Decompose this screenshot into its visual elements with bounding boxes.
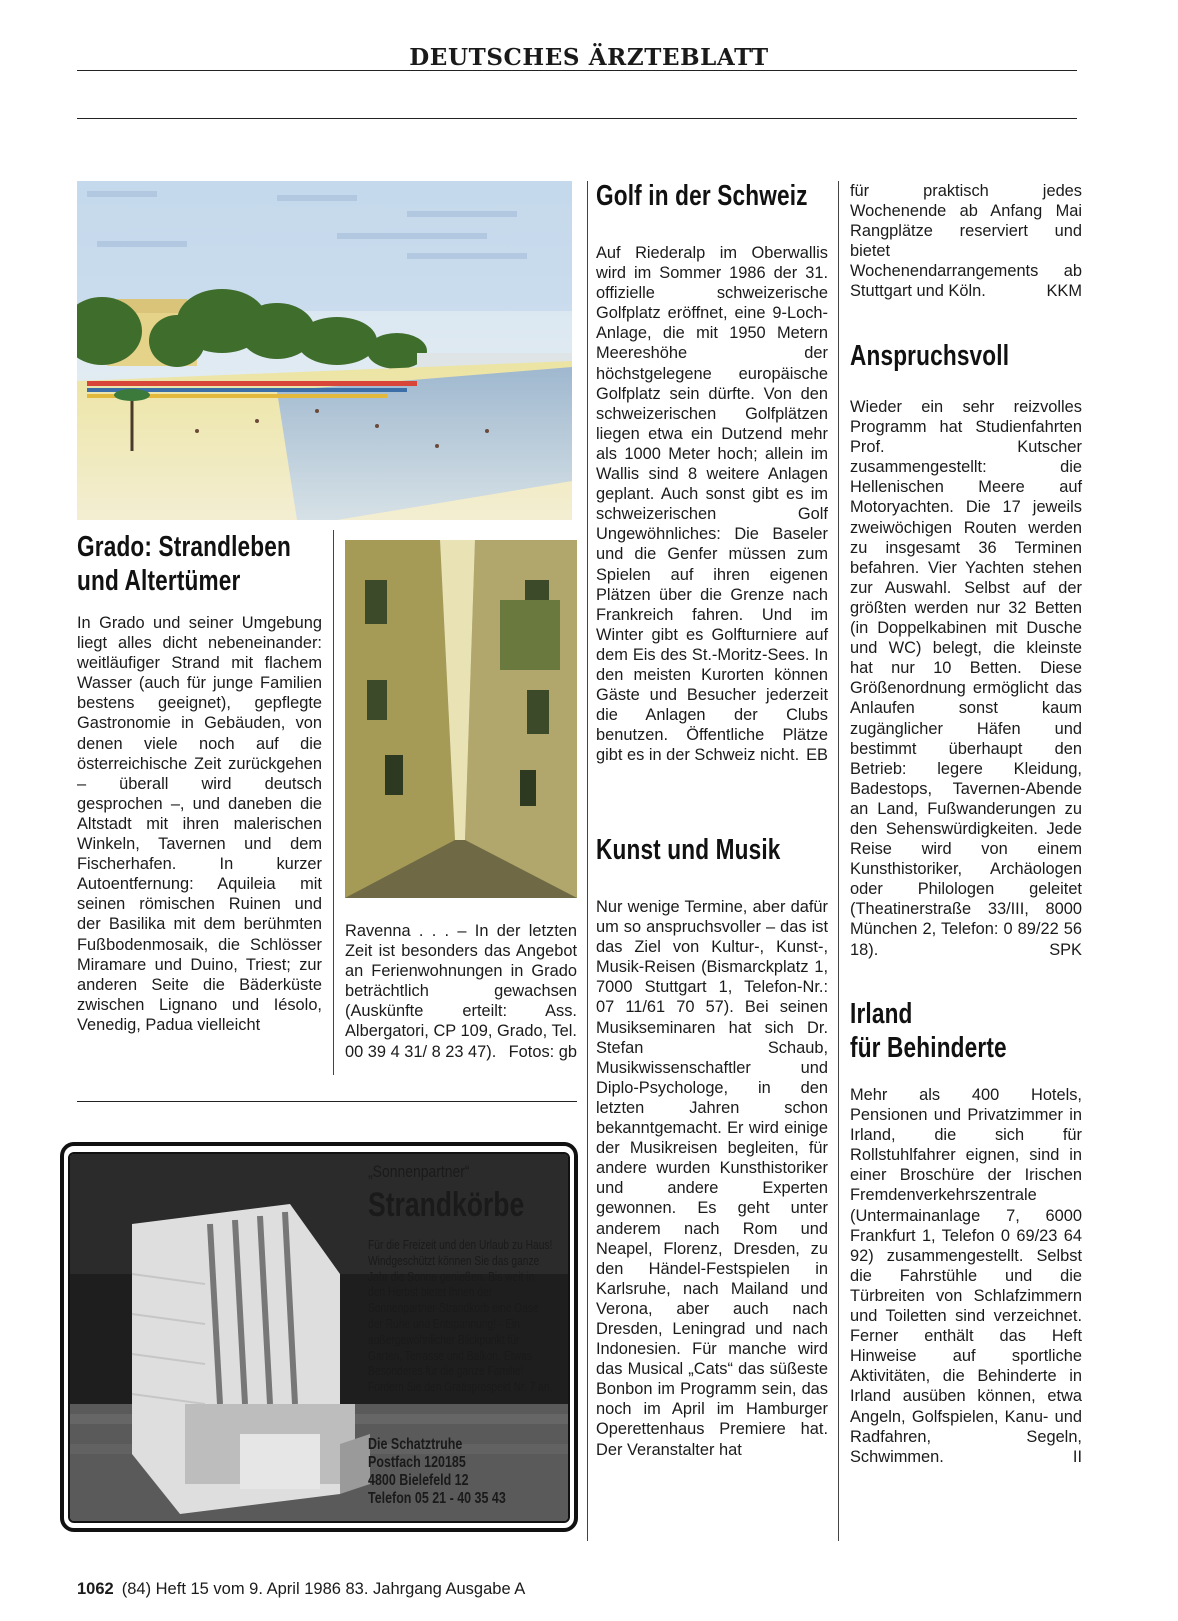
grado-bottom-rule [77,1101,577,1102]
grado-heading-line-2: und Altertümer [77,565,241,597]
page-footer [77,1580,525,1599]
grado-heading-line-1: Grado: Strandleben [77,531,291,563]
ad-body: Für die Freizeit und den Urlaub zu Haus! Windgeschützt können Sie das ganze Jahr die Sonne genießen. Bis weit in den Herbst bietet Ihnen der Sonnenpartner-Strandkorb eine Oase der Ruhe und Entspannung! - Ein außergewöhnlicher Blickpunkt für Garten, Terrasse und Balkon. Etwas Besonderes für die ganze Familie! Fordern Sie den Gratisprospekt Nr. 7 an. [368,1237,553,1395]
beach-photo [77,181,572,520]
kunst-continued-text: für praktisch jedes Wochenende ab Anfang Mai Rangplätze reserviert und bietet Wochenendarrangements ab Stuttgart und Köln. [850,182,1082,301]
anspruchsvoll-body [850,397,1082,960]
golf-body-text: Auf Riederalp im Oberwallis wird im Sommer 1986 der 31. offizielle schweizerische Golfplatz eröffnet, eine 9-Loch-Anlage, die mit 1950 Metern Meereshöhe der höchstgelegene europäische Golfplatz sein dürfte. Von den schweizerischen Golfplätzen liegen etwa ein Dutzend mehr als 1000 Meter hoch; allein im Wallis sind 8 weitere Anlagen geplant. Auch sonst gibt es im schweizerischen Golf Ungewöhnliches: Die Baseler und die Genfer müssen zum Spielen auf ihren eigenen Plätzen über die Grenze nach Frankreich fahren. Und im Winter gibt es Golfturniere auf dem Eis des St.-Moritz-Sees. In den meisten Kurorten können Gäste und Besucher jederzeit die Anlagen der Clubs benutzen. Öffentliche Plätze gibt es in der Schweiz nicht. [596,244,828,765]
ad-address-line-4: Telefon 05 21 - 40 35 43 [368,1490,506,1508]
ad-address-line-2: Postfach 120185 [368,1454,466,1472]
irland-heading-line-1: Irland [850,998,913,1030]
anspruchsvoll-signature: SPK [1049,940,1082,959]
grado-column-divider [333,530,334,1075]
column-divider-1 [587,181,588,1541]
anspruchsvoll-heading: Anspruchsvoll [850,340,1010,372]
grado-body-continued [345,921,577,1081]
kunst-body-continued [850,181,1082,302]
ad-address [368,1436,560,1508]
golf-body [596,243,828,765]
beach-illustration [77,181,572,520]
column-divider-2 [838,181,839,1541]
masthead-rule-bottom [77,118,1077,119]
irland-heading-line-2: für Behinderte [850,1032,1007,1064]
kunst-signature: KKM [1046,282,1082,301]
ad-title: Strandkörbe [368,1186,525,1224]
kunst-body: Nur wenige Termine, aber dafür um so anspruchsvoller – das ist das Ziel von Kultur-, Kunst-, Musik-Reisen (Bismarckplatz 1, 7000 Stuttgart 1, Telefon-Nr.: 07 11/61 70 57). Bei seinen Musikseminaren hat sich Dr. Stefan Schaub, Musikwissenschaftler und Diplo-Psychologe, in den letzten Jahren schon bekanntgemacht. Er wird einige der Musikreisen begleiten, für andere wurden Kunsthistoriker und andere Experten gewonnen. Es geht unter anderem nach Rom und Neapel, Florenz, Dresden, zu den Händel-Festspielen in Karlsruhe, nach Mailand und Verona, aber auch nach Dresden, Leningrad und nach Indonesien. Für manche wird das Musical „Cats“ das süßeste Bonbon im Programm sein, das noch im April im Hamburger Operettenhaus Premiere hat. Der Veranstalter hat [596,898,828,1459]
irland-body [850,1085,1082,1467]
irland-heading [850,997,1007,1065]
strandkorb-ad-text [368,1152,568,1524]
masthead-rule-top [77,70,1077,71]
irland-signature: II [1072,1447,1082,1466]
ad-address-line-3: 4800 Bielefeld 12 [368,1472,469,1490]
grado-body-continued-text: Ravenna . . . – In der letzten Zeit ist besonders das Angebot an Ferienwohnungen in Grado beträchtlich gewachsen (Auskünfte erteilt: Ass. Albergatori, CP 109, Grado, Tel. 00 39 4 31/ 8 23 47). [345,922,577,1061]
grado-body: In Grado und seiner Umgebung liegt alles dicht nebeneinander: weitläufiger Strand mit flachem Wasser (auch für junge Familien bestens geeignet), gepflegte Gastronomie in Gebäuden, von denen viele noch auf die österreichische Zeit zurückgehen – überall wird deutsch gesprochen –, und daneben die Altstadt mit ihren malerischen Winkeln, Tavernen und dem Fischerhafen. In kurzer Autoentfernung: Aquileia mit seinen römischen Ruinen und der Basilika mit dem berühmten Fußbodenmosaik, die Schlösser Miramare und Duino, Triest; zur anderen Seite die Bäderküste zwischen Lignano und Iésolo, Venedig, Padua vielleicht [77,614,322,1034]
page-number: 1062 [77,1580,114,1598]
alley-photo [345,540,577,898]
grado-photo-credit: Fotos: gb [508,1042,577,1061]
irland-body-text: Mehr als 400 Hotels, Pensionen und Privatzimmer in Irland, die sich für Rollstuhlfahrer eignen, sind in einer Broschüre der Irischen Fremdenverkehrszentrale (Untermainanlage 7, 6000 Frankfurt 1, Telefon 0 69/23 64 92) zusammengestellt. Selbst die Fahrstühle und die Türbreiten von Schlafzimmern und Toiletten sind verzeichnet. Ferner enthält das Heft Hinweise auf sportliche Aktivitäten, die Behinderte in Irland ausüben können, etwa Angeln, Golfspielen, Kanu- und Radfahren, Segeln, Schwimmen. [850,1086,1082,1466]
issue-info: (84) Heft 15 vom 9. April 1986 83. Jahrgang Ausgabe A [121,1580,526,1598]
kunst-heading: Kunst und Musik [596,834,781,866]
golf-signature: EB [806,746,828,765]
ad-quote: „Sonnenpartner“ [368,1162,470,1181]
masthead: DEUTSCHES ÄRZTEBLATT [409,44,769,71]
golf-heading: Golf in der Schweiz [596,180,808,212]
grado-heading [77,530,291,598]
alley-illustration [345,540,577,898]
ad-address-line-1: Die Schatztruhe [368,1436,463,1453]
anspruchsvoll-body-text: Wieder ein sehr reizvolles Programm hat Studienfahrten Prof. Kutscher zusammengestellt: die Hellenischen Meere auf Motoryachten. Die 17 jeweils zweiwöchigen Routen werden zu insgesamt 36 Terminen befahren. Vier Yachten stehen zur Auswahl. Selbst auf der größten werden nur 32 Betten (in Doppelkabinen mit Dusche und WC) belegt, die kleinste hat nur 10 Betten. Diese Größenordnung ermöglicht das Anlaufen sonst kaum zugänglicher Häfen und bestimmt überhaupt den Betrieb: legere Kleidung, Badestops, Tavernen-Abende an Land, Fußwanderungen zu den Sehenswürdigkeiten. Jede Reise wird von einem Kunsthistoriker, Archäologen oder Philologen geleitet (Theatinerstraße 33/III, 8000 München 2, Telefon: 0 89/22 56 18). [850,398,1082,959]
